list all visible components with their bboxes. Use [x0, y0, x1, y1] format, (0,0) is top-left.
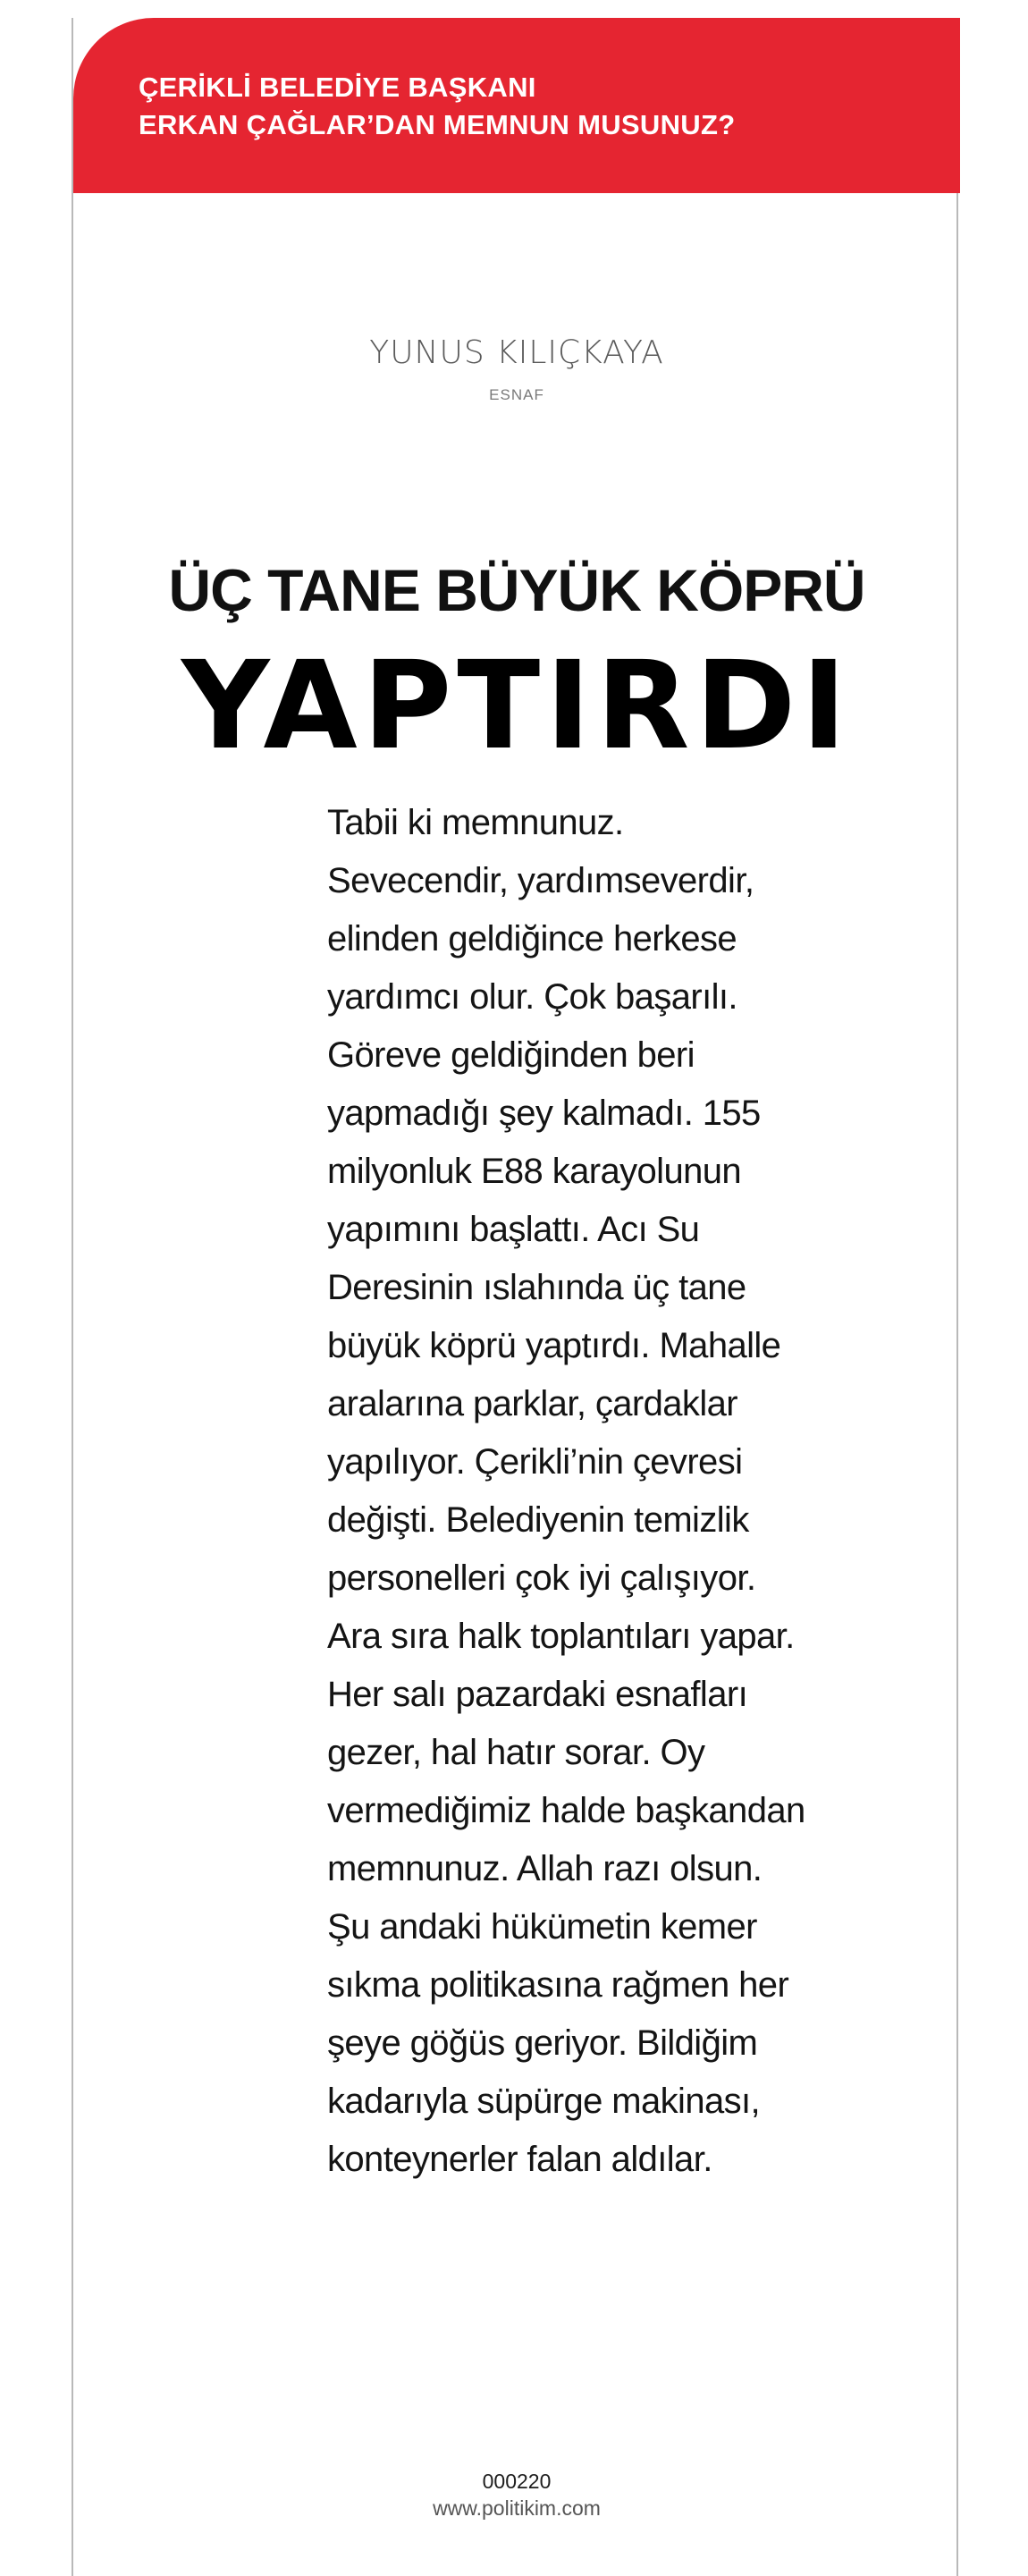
body-line: yapmadığı şey kalmadı. 155	[327, 1094, 761, 1133]
headline-line-1: ÜÇ TANE BÜYÜK KÖPRÜ	[168, 557, 865, 623]
author-name: YUNUS KILIÇKAYA	[369, 334, 664, 371]
footer-url[interactable]: www.politikim.com	[433, 2496, 601, 2520]
banner-title-line-1: ÇERİKLİ BELEDİYE BAŞKANI	[139, 72, 536, 103]
body-line: Her salı pazardaki esnafları	[327, 1675, 748, 1714]
author-role: ESNAF	[489, 386, 544, 403]
banner-title-line-2: ERKAN ÇAĞLAR’DAN MEMNUN MUSUNUZ?	[139, 109, 736, 140]
body-line: Ara sıra halk toplantıları yapar.	[327, 1617, 795, 1656]
body-line: değişti. Belediyenin temizlik	[327, 1500, 749, 1540]
body-line: Şu andaki hükümetin kemer	[327, 1907, 757, 1947]
footer-code: 000220	[482, 2470, 552, 2493]
body-line: konteynerler falan aldılar.	[327, 2140, 712, 2179]
body-line: şeye göğüs geriyor. Bildiğim	[327, 2023, 758, 2063]
header-banner	[73, 18, 960, 193]
quote-body	[327, 794, 881, 2189]
body-line: gezer, hal hatır sorar. Oy	[327, 1733, 705, 1772]
article-card	[72, 18, 958, 2576]
body-line: kadarıyla süpürge makinası,	[327, 2082, 761, 2121]
body-line: sıkma politikasına rağmen her	[327, 1965, 789, 2005]
body-line: personelleri çok iyi çalışıyor.	[327, 1558, 756, 1598]
body-line: vermediğimiz halde başkandan	[327, 1791, 805, 1830]
body-line: Göreve geldiğinden beri	[327, 1035, 695, 1075]
body-line: Deresinin ıslahında üç tane	[327, 1268, 746, 1307]
body-line: yapılıyor. Çerikli’nin çevresi	[327, 1442, 743, 1482]
body-line: yapımını başlattı. Acı Su	[327, 1210, 700, 1249]
body-line: milyonluk E88 karayolunun	[327, 1152, 742, 1191]
body-line: yardımcı olur. Çok başarılı.	[327, 977, 737, 1017]
body-line: memnunuz. Allah razı olsun.	[327, 1849, 763, 1888]
body-line: elinden geldiğince herkese	[327, 919, 737, 959]
body-line: Sevecendir, yardımseverdir,	[327, 861, 754, 900]
body-line: büyük köprü yaptırdı. Mahalle	[327, 1326, 781, 1365]
body-line: Tabii ki memnunuz.	[327, 803, 624, 842]
headline-line-2: YAPTIRDI	[181, 636, 852, 777]
body-line: aralarına parklar, çardaklar	[327, 1384, 737, 1423]
